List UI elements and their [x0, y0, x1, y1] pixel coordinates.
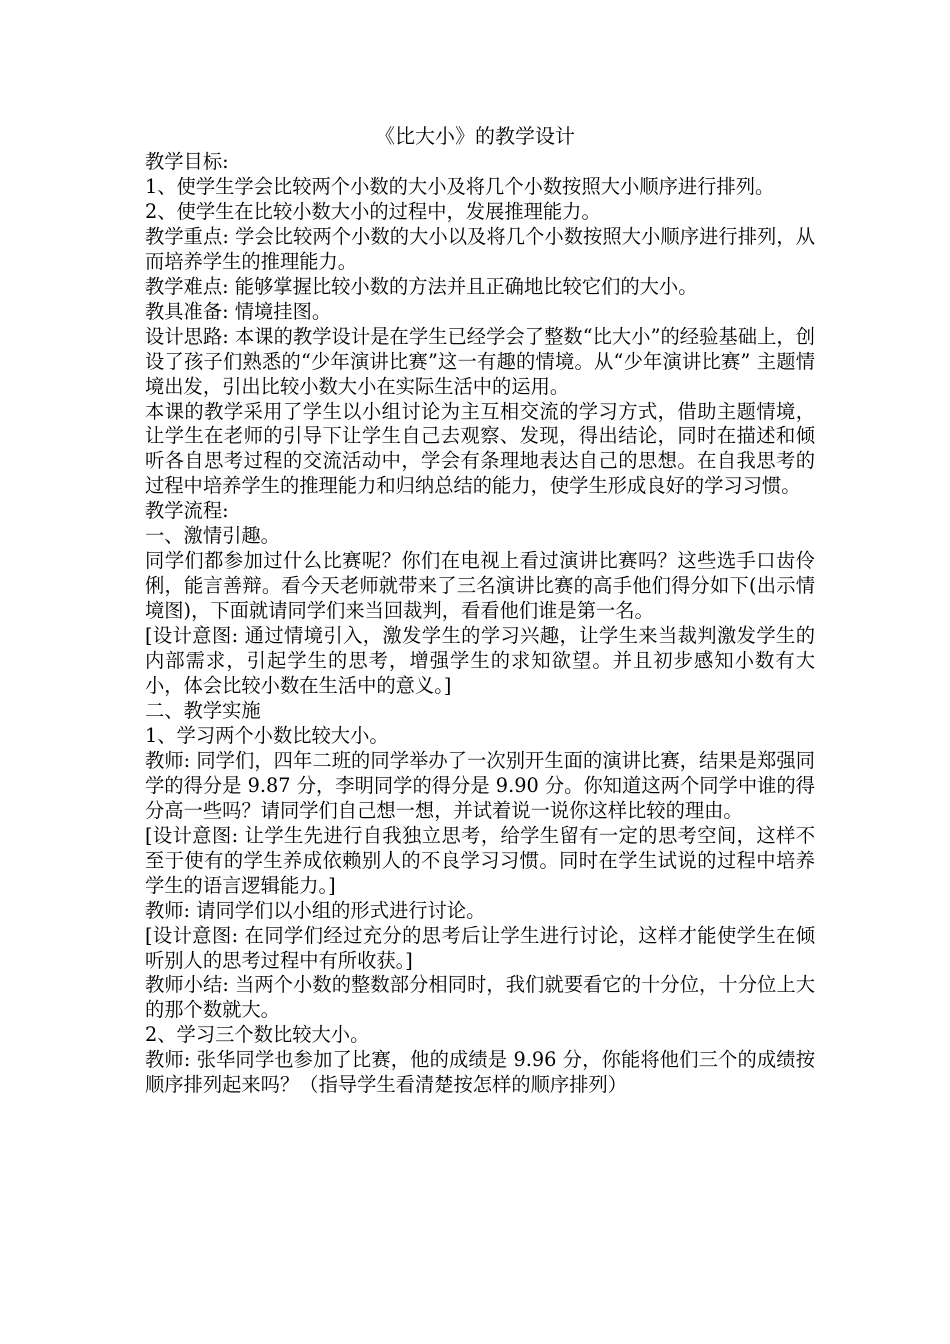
objectives-heading: 教学目标: — [145, 150, 229, 173]
section-2-heading: 二、教学实施 — [145, 698, 261, 722]
teaching-aids: 教具准备: 情境挂图。 — [145, 299, 332, 323]
design-intent-1: [设计意图: 通过情境引入，激发学生的学习兴趣，让学生来当裁判激发学生的内部需求，引起学生的思考，增强学生的求知欲望。并且初步感知小数有大小，体会比较小数在生活中的意义。] — [145, 624, 815, 698]
subsection-1-heading: 1、学习两个小数比较大小。 — [145, 723, 389, 747]
document-title: 《比大小》的教学设计 — [375, 124, 575, 148]
section-1-heading: 一、激情引趣。 — [145, 524, 280, 548]
process-heading: 教学流程: — [145, 499, 229, 523]
objective-1: 1、使学生学会比较两个小数的大小及将几个小数按照大小顺序进行排列。 — [145, 174, 775, 198]
subsection-2-heading: 2、学习三个数比较大小。 — [145, 1023, 370, 1047]
teacher-prompt-3: 教师: 张华同学也参加了比赛，他的成绩是 9.96 分，你能将他们三个的成绩按顺序排列起来吗？（指导学生看清楚按怎样的顺序排列） — [145, 1048, 815, 1097]
teacher-prompt-2: 教师: 请同学们以小组的形式进行讨论。 — [145, 898, 486, 922]
teaching-difficulty: 教学难点: 能够掌握比较小数的方法并且正确地比较它们的大小。 — [145, 274, 698, 298]
design-idea: 设计思路: 本课的教学设计是在学生已经学会了整数“比大小”的经验基础上，创设了孩子们熟悉的“少年演讲比赛”这一有趣的情境。从“少年演讲比赛” 主题情境出发，引出比较小数大小在实际生活中的运用。 — [145, 324, 815, 398]
design-method: 本课的教学采用了学生以小组讨论为主互相交流的学习方式，借助主题情境，让学生在老师的引导下让学生自己去观察、发现，得出结论，同时在描述和倾听各自思考过程的交流活动中，学会有条理地表达自己的思想。在自我思考的过程中培养学生的推理能力和归纳总结的能力，使学生形成良好的学习习惯。 — [145, 399, 815, 498]
section-1-intro: 同学们都参加过什么比赛呢？你们在电视上看过演讲比赛吗？这些选手口齿伶俐，能言善辩。看今天老师就带来了三名演讲比赛的高手他们得分如下(出示情境图)，下面就请同学们来当回裁判，看看他们谁是第一名。 — [145, 549, 815, 623]
teacher-summary: 教师小结: 当两个小数的整数部分相同时，我们就要看它的十分位，十分位上大的那个数就大。 — [145, 973, 815, 1022]
design-intent-2: [设计意图: 让学生先进行自我独立思考，给学生留有一定的思考空间，这样不至于使有的学生养成依赖别人的不良学习习惯。同时在学生试说的过程中培养学生的语言逻辑能力。] — [145, 823, 815, 897]
design-intent-3: [设计意图: 在同学们经过充分的思考后让学生进行讨论，这样才能使学生在倾听别人的思考过程中有所收获。] — [145, 923, 815, 972]
objective-2: 2、使学生在比较小数大小的过程中，发展推理能力。 — [145, 199, 601, 223]
teaching-focus: 教学重点: 学会比较两个小数的大小以及将几个小数按照大小顺序进行排列，从而培养学生的推理能力。 — [145, 224, 815, 273]
teacher-prompt-1: 教师: 同学们，四年二班的同学举办了一次别开生面的演讲比赛，结果是郑强同学的得分是 9.87 分，李明同学的得分是 9.90 分。你知道这两个同学中谁的得分高一些吗？请同学们自己想一想，并试着说一说你这样比较的理由。 — [145, 748, 815, 822]
document-body — [145, 150, 815, 1098]
